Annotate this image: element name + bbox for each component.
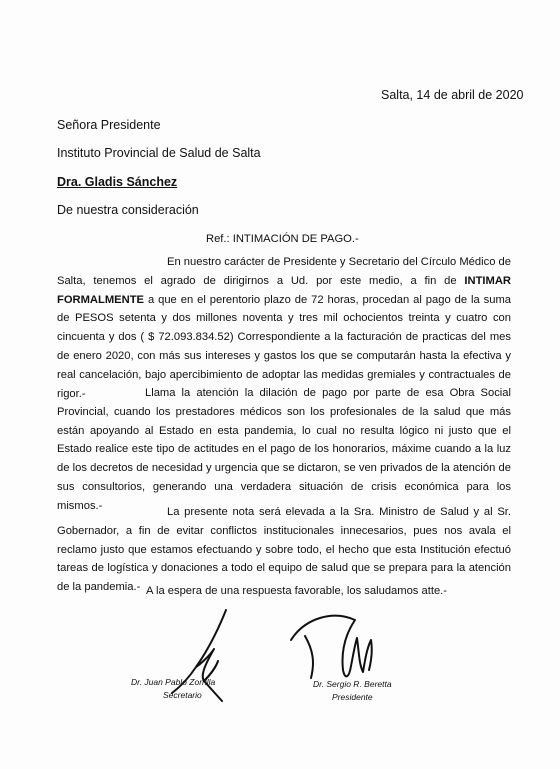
recipient-name: Dra. Gladis Sánchez	[57, 175, 178, 189]
paragraph-3-text: La presente nota será elevada a la Sra. Ministro de Salud y al Sr. Gobernador, a fin de evitar conflictos institucionales innecesarios, pues nos avala el reclamo justo que estamos efectuando y sobre todo, el hecho que esta Institución efectuó tareas de logística y donaciones a todo el equipo de salud que se prepara para la atención de la pandemia.-	[57, 506, 511, 594]
left-signature-role: Secretario	[163, 690, 202, 700]
salutation: De nuestra consideración	[57, 203, 199, 217]
recipient-title: Señora Presidente	[57, 118, 161, 132]
reference-line: Ref.: INTIMACIÓN DE PAGO.-	[206, 233, 359, 245]
paragraph-1-text-a: En nuestro carácter de Presidente y Secretario del Círculo Médico de Salta, tenemos el agrado de dirigirnos a Ud. por este medio, a fin de	[57, 256, 511, 287]
closing-line: A la espera de una respuesta favorable, los saludamos atte.-	[146, 585, 448, 597]
letter-date: Salta, 14 de abril de 2020	[381, 88, 524, 102]
paragraph-1	[57, 253, 511, 403]
paragraph-2-text: Llama la atención la dilación de pago por parte de esa Obra Social Provincial, cuando los prestadores médicos son los profesionales de la salud que más están apoyando al Estado en esta pandemia, lo cual no resulta lógico ni justo que el Estado realice este tipo de actitudes en el pago de los honorarios, máxime cuando a la luz de los decretos de necesidad y urgencia que se dictaron, se ven privados de la atención de sus consultorios, generando una verdadera situación de crisis económica para los mismos.-	[57, 387, 511, 512]
right-signature-role: Presidente	[332, 692, 373, 702]
left-signature-name: Dr. Juan Pablo Zorrilla	[131, 677, 216, 687]
right-signature-name: Dr. Sergio R. Beretta	[313, 679, 392, 689]
paragraph-1-bold-text: INTIMAR FORMALMENTE	[57, 274, 511, 306]
recipient-organization: Instituto Provincial de Salud de Salta	[57, 146, 261, 160]
paragraph-1-text-b: a que en el perentorio plazo de 72 horas, procedan al pago de la suma de PESOS setenta y dos millones noventa y tres mil ochocientos treinta y cuatro con cincuenta y dos ( $ 72.093.834.52) Correspondiente a la facturación de practicas del mes de enero 2020, con más sus intereses y gastos los que se computarán hasta la efectiva y real cancelación, bajo apercibimiento de adoptar las medidas gremiales y contractuales de rigor.-	[57, 293, 511, 400]
paragraph-2	[57, 384, 511, 516]
paragraph-3	[57, 503, 511, 597]
